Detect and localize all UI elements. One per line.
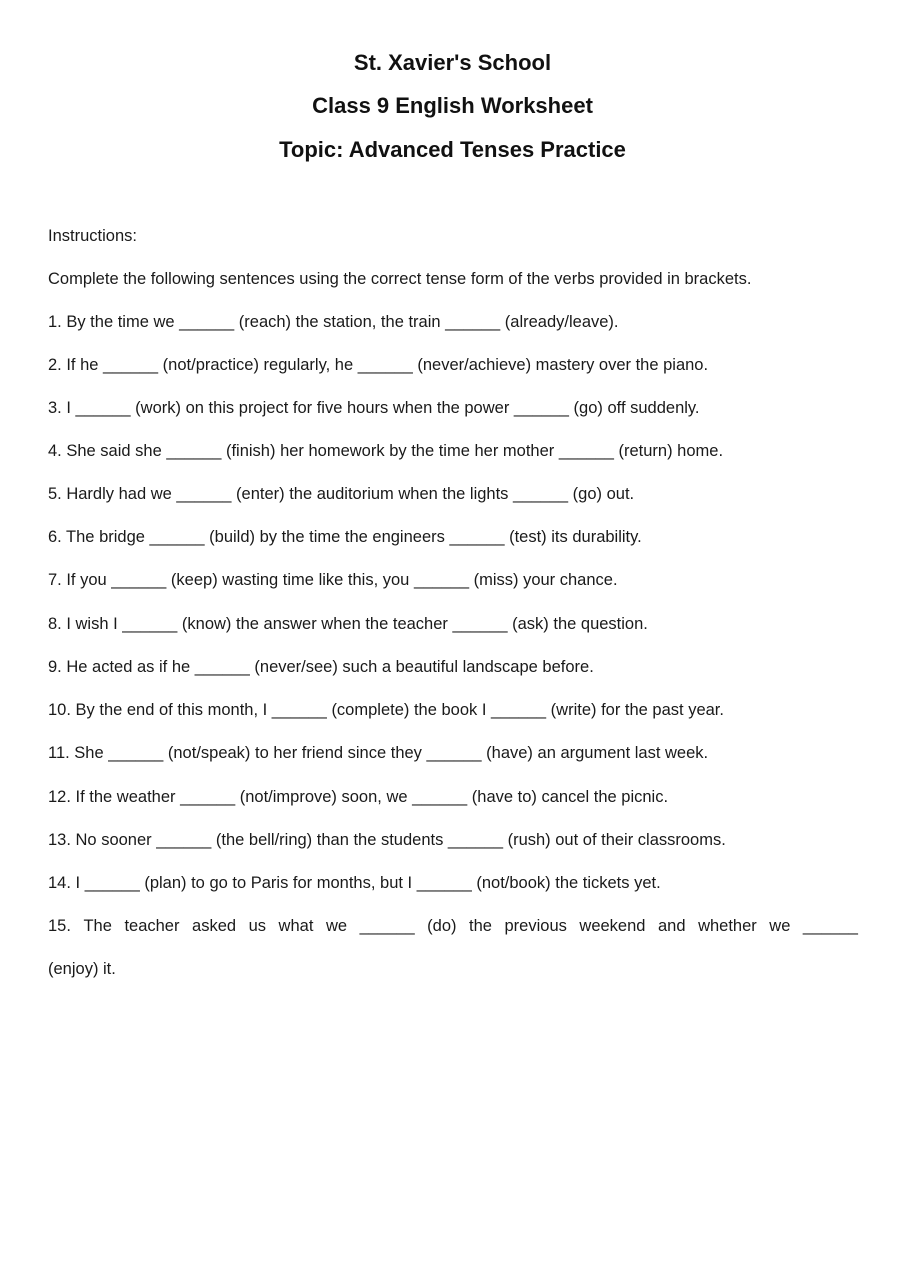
- question-13: 13. No sooner ______ (the bell/ring) than the students ______ (rush) out of their classrooms.: [48, 831, 726, 849]
- worksheet-title: Class 9 English Worksheet: [312, 93, 593, 118]
- worksheet-topic: Topic: Advanced Tenses Practice: [279, 137, 626, 162]
- question-8: 8. I wish I ______ (know) the answer when the teacher ______ (ask) the question.: [48, 615, 648, 633]
- question-2: 2. If he ______ (not/practice) regularly, he ______ (never/achieve) mastery over the piano.: [48, 356, 709, 374]
- question-4: 4. She said she ______ (finish) her homework by the time her mother ______ (return) home.: [48, 442, 724, 460]
- question-9: 9. He acted as if he ______ (never/see) such a beautiful landscape before.: [48, 658, 594, 676]
- question-15-word: the: [469, 917, 492, 935]
- school-name: St. Xavier's School: [353, 50, 552, 75]
- question-15-word: previous: [504, 917, 567, 935]
- question-15-word: what: [278, 917, 314, 935]
- question-1: 1. By the time we ______ (reach) the station, the train ______ (already/leave).: [48, 313, 619, 331]
- question-11: 11. She ______ (not/speak) to her friend since they ______ (have) an argument last week.: [48, 744, 709, 762]
- question-15-word: weekend: [579, 917, 646, 935]
- question-15-word: whether: [698, 917, 757, 935]
- question-10: 10. By the end of this month, I ______ (complete) the book I ______ (write) for the past year.: [48, 701, 724, 719]
- question-15-word: The: [83, 917, 112, 935]
- question-15-continuation: (enjoy) it.: [48, 960, 116, 978]
- instructions-label: Instructions:: [48, 227, 137, 245]
- question-15-word: teacher: [124, 917, 180, 935]
- question-3: 3. I ______ (work) on this project for five hours when the power ______ (go) off suddenly.: [48, 399, 700, 417]
- question-15: [48, 916, 858, 936]
- question-15-word: we: [325, 917, 348, 935]
- question-12: 12. If the weather ______ (not/improve) soon, we ______ (have to) cancel the picnic.: [48, 788, 669, 806]
- question-15-word: 15.: [48, 917, 71, 935]
- question-15-blank: ______: [802, 917, 858, 935]
- question-15-word: (do): [427, 917, 457, 935]
- question-15-word: us: [248, 917, 267, 935]
- question-15-word: asked: [192, 917, 237, 935]
- question-6: 6. The bridge ______ (build) by the time the engineers ______ (test) its durability.: [48, 528, 642, 546]
- question-15-word: and: [658, 917, 686, 935]
- question-7: 7. If you ______ (keep) wasting time like this, you ______ (miss) your chance.: [48, 571, 618, 589]
- question-15-word: we: [769, 917, 791, 935]
- question-5: 5. Hardly had we ______ (enter) the auditorium when the lights ______ (go) out.: [48, 485, 635, 503]
- question-15-blank: ______: [359, 917, 415, 935]
- question-14: 14. I ______ (plan) to go to Paris for months, but I ______ (not/book) the tickets yet.: [48, 874, 661, 892]
- instructions-text: Complete the following sentences using the correct tense form of the verbs provided in brackets.: [48, 270, 752, 288]
